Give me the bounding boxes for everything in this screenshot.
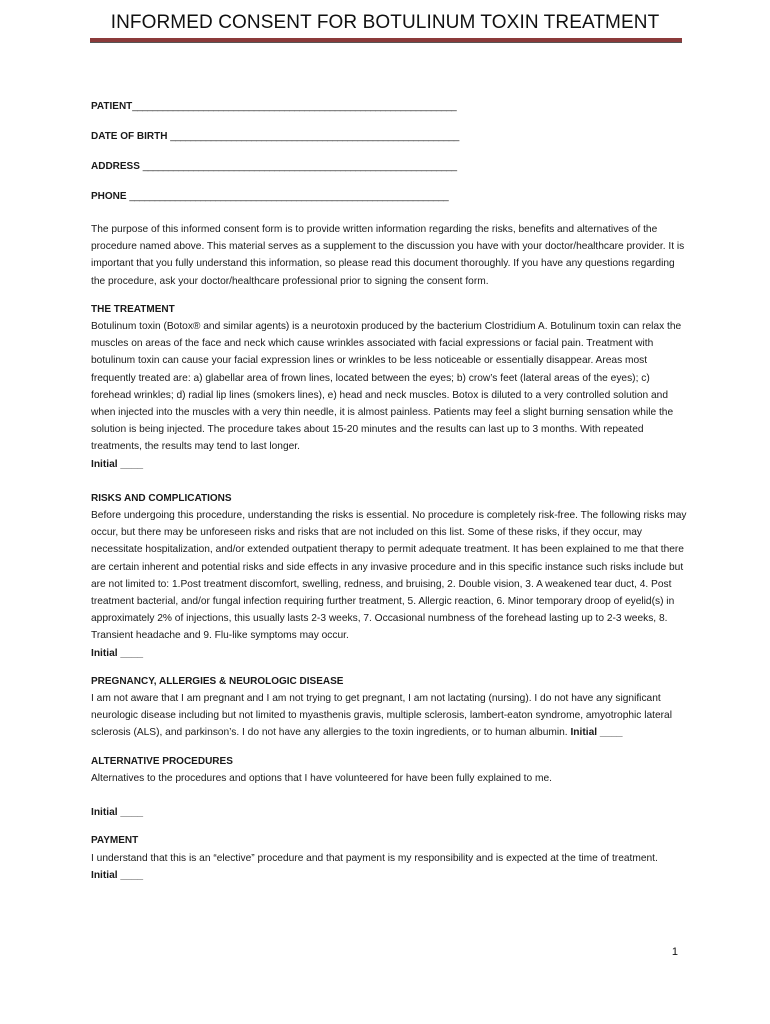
date-of-birth-line[interactable]: _________________________________________________________ [170, 131, 459, 142]
title-divider [90, 38, 682, 43]
payment-initial[interactable]: Initial ____ [91, 869, 144, 881]
address-line[interactable]: ______________________________________________________________ [142, 161, 457, 172]
risks-heading: RISKS AND COMPLICATIONS [91, 492, 232, 504]
phone-line[interactable]: _______________________________________________________________ [129, 191, 449, 202]
payment-text: I understand that this is an “elective” procedure and that payment is my responsibility and is expected at the time of treatment. [91, 852, 658, 864]
treatment-heading: THE TREATMENT [91, 303, 175, 315]
pregnancy-initial[interactable]: Initial ____ [570, 727, 623, 739]
patient-field-label: PATIENT [91, 101, 133, 112]
alternatives-paragraph: Alternatives to the procedures and options that I have volunteered for have been fully explained to me. [91, 772, 552, 784]
payment-paragraph [91, 850, 687, 884]
alternatives-initial[interactable]: Initial ____ [91, 807, 144, 819]
address-label: ADDRESS [91, 161, 143, 172]
phone-field[interactable] [91, 188, 687, 218]
patient-field[interactable] [91, 98, 687, 128]
patient-field-line[interactable]: ________________________________________________________________ [132, 101, 457, 112]
document-title: INFORMED CONSENT FOR BOTULINUM TOXIN TREATMENT [110, 12, 660, 33]
treatment-paragraph: Botulinum toxin (Botox® and similar agents) is a neurotoxin produced by the bacterium Clostridium A. Botulinum toxin can relax the muscles on areas of the face and neck which cause wrinkles associated with facial expressions or facial pain. Treatment with botulinum toxin can cause your facial expression lines or wrinkles to be less noticeable or essentially disappear. Areas most frequently treated are: a) glabellar area of frown lines, located between the eyes; b) crow’s feet (lateral areas of the eyes); c) forehead wrinkles; d) radial lip lines (smokers lines), e) head and neck muscles. Botox is diluted to a very controlled solution and when injected into the muscles with a very thin needle, it is almost painless. Patients may feel a slight burning sensation while the solution is being injected. The procedure takes about 15-20 minutes and the results can last up to 3 months. With repeated treatments, the results may tend to last longer. [91, 321, 682, 453]
pregnancy-text: I am not aware that I am pregnant and I am not trying to get pregnant, I am not lactating (nursing). I do not have any significant neurologic disease including but not limited to myasthenis gravis, multiple sclerosis, lambert-eaton syndrome, amyotrophic lateral sclerosis (ALS), and parkinson’s. I do not have any allergies to the toxin ingredients, or to human albumin. [91, 693, 672, 739]
pregnancy-paragraph [91, 690, 687, 742]
address-field[interactable] [91, 158, 687, 188]
document-body [91, 98, 687, 884]
page-number: 1 [671, 946, 678, 958]
date-of-birth-label: DATE OF BIRTH [91, 131, 171, 142]
pregnancy-heading: PREGNANCY, ALLERGIES & NEUROLOGIC DISEASE [91, 675, 344, 687]
treatment-initial[interactable]: Initial ____ [91, 458, 144, 470]
date-of-birth-field[interactable] [91, 128, 687, 158]
intro-paragraph: The purpose of this informed consent form is to provide written information regarding the risks, benefits and alternatives of the procedure named above. This material serves as a supplement to the discussion you have with your doctor/healthcare provider. It is important that you fully understand this information, so please read this document thoroughly. If you have any questions regarding the procedure, ask your doctor/healthcare professional prior to signing the consent form. [91, 224, 685, 287]
risks-paragraph: Before undergoing this procedure, understanding the risks is essential. No procedure is completely risk-free. The following risks may occur, but there may be unforeseen risks and risks that are not included on this list. Some of these risks, if they occur, may necessitate hospitalization, and/or extended outpatient therapy to permit adequate treatment. It has been explained to me that there are certain inherent and potential risks and side effects in any invasive procedure and in this specific instance such risks include but are not limited to: 1.Post treatment discomfort, swelling, redness, and bruising, 2. Double vision, 3. A weakened tear duct, 4. Post treatment bacterial, and/or fungal infection requiring further treatment, 5. Allergic reaction, 6. Minor temporary droop of eyelid(s) in approximately 2% of injections, this usually lasts 2-3 weeks, 7. Occasional numbness of the forehead lasting up to 2-3 weeks, 8. Transient headache and 9. Flu-like symptoms may occur. [91, 510, 687, 642]
alternatives-heading: ALTERNATIVE PROCEDURES [91, 755, 233, 767]
phone-label: PHONE [91, 191, 130, 202]
risks-initial[interactable]: Initial ____ [91, 647, 144, 659]
payment-heading: PAYMENT [91, 835, 139, 847]
